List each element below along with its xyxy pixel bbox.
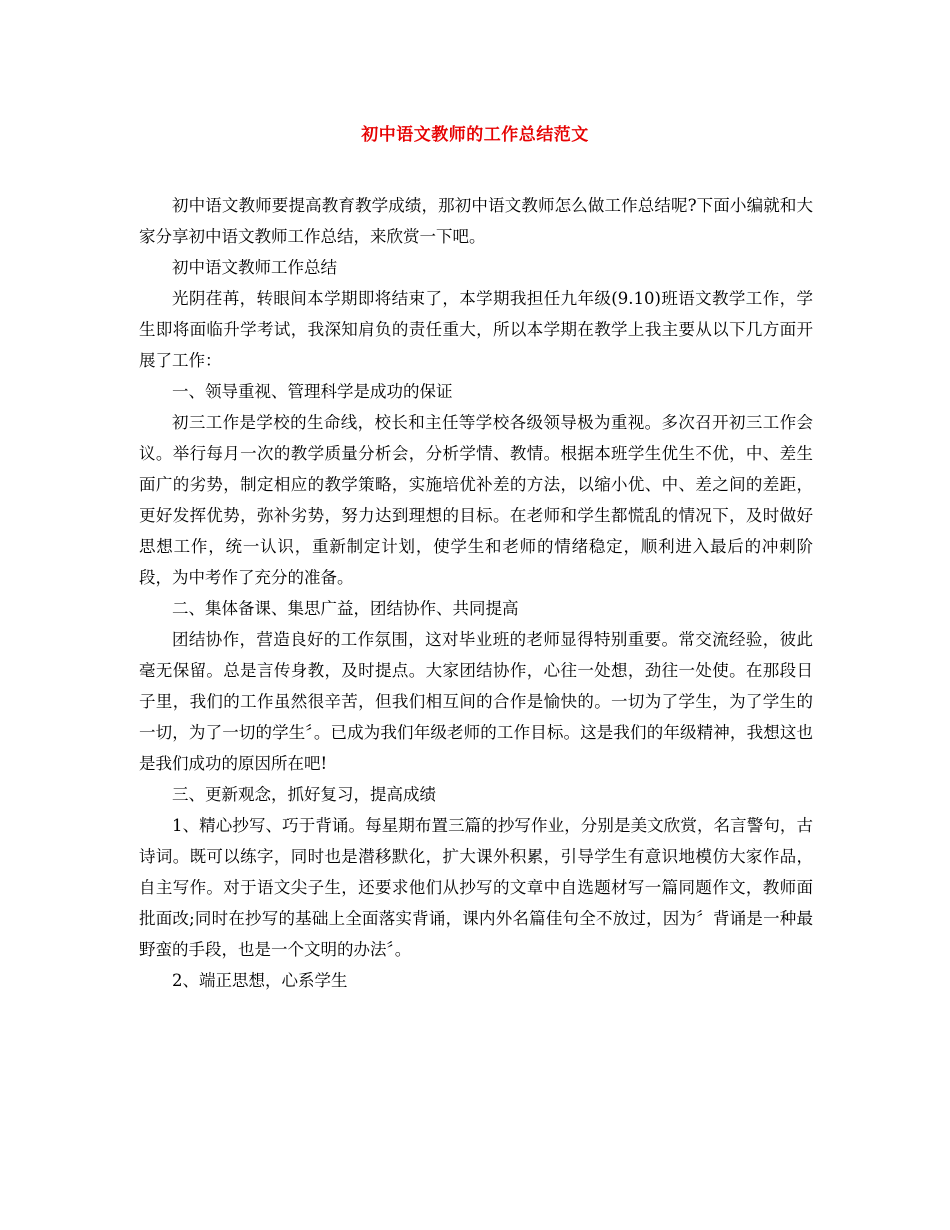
paragraph-opening: 光阴荏苒，转眼间本学期即将结束了，本学期我担任九年级(9.10)班语文教学工作，学生即将面临升学考试，我深知肩负的责任重大，所以本学期在教学上我主要从以下几方面开展了工作： <box>139 289 813 370</box>
paragraph-subtitle: 初中语文教师工作总结 <box>172 258 337 277</box>
section-heading-2: 二、集体备课、集思广益，团结协作、共同提高 <box>172 599 519 618</box>
document-title: 初中语文教师的工作总结范文 <box>361 125 589 145</box>
section-heading-3: 三、更新观念，抓好复习，提高成绩 <box>172 785 436 804</box>
section-3-item-2-heading: 2、端正思想，心系学生 <box>172 971 348 990</box>
paragraph-section-1: 初三工作是学校的生命线，校长和主任等学校各级领导极为重视。多次召开初三工作会议。举行每月一次的教学质量分析会，分析学情、教情。根据本班学生优生不优，中、差生面广的劣势，制定相应的教学策略，实施培优补差的方法，以缩小优、中、差之间的差距，更好发挥优势，弥补劣势，努力达到理想的目标。在老师和学生都慌乱的情况下，及时做好思想工作，统一认识，重新制定计划，使学生和老师的情绪稳定，顺利进入最后的冲刺阶段，为中考作了充分的准备。 <box>139 413 813 587</box>
paragraph-intro: 初中语文教师要提高教育教学成绩，那初中语文教师怎么做工作总结呢?下面小编就和大家分享初中语文教师工作总结，来欣赏一下吧。 <box>139 196 813 246</box>
document-body <box>139 190 813 996</box>
paragraph-section-2: 团结协作，营造良好的工作氛围，这对毕业班的老师显得特别重要。常交流经验，彼此毫无保留。总是言传身教，及时提点。大家团结协作，心往一处想，劲往一处使。在那段日子里，我们的工作虽然很辛苦，但我们相互间的合作是愉快的。一切为了学生，为了学生的一切，为了一切的学生〞。已成为我们年级老师的工作目标。这是我们的年级精神，我想这也是我们成功的原因所在吧! <box>139 630 813 773</box>
section-heading-1: 一、领导重视、管理科学是成功的保证 <box>172 382 453 401</box>
paragraph-section-3-item-1: 1、精心抄写、巧于背诵。每星期布置三篇的抄写作业，分别是美文欣赏，名言警句，古诗词。既可以练字，同时也是潜移默化，扩大课外积累，引导学生有意识地模仿大家作品，自主写作。对于语文尖子生，还要求他们从抄写的文章中自选题材写一篇同题作文，教师面批面改;同时在抄写的基础上全面落实背诵，课内外名篇佳句全不放过，因为〞背诵是一种最野蛮的手段，也是一个文明的办法〞。 <box>139 816 813 959</box>
